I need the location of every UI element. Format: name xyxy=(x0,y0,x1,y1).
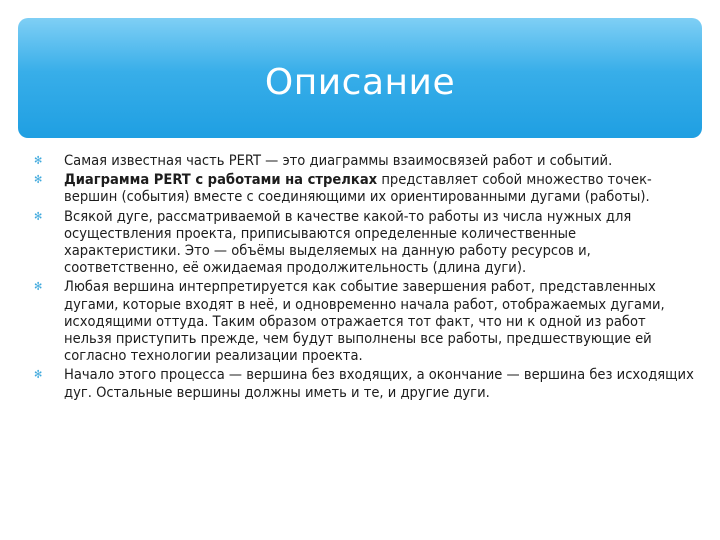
snowflake-bullet-icon: ✻ xyxy=(34,154,43,167)
bullet-text: представляет собой множество точек-вершин (события) вместе с соединяющими их ориентированными дугами (работы). xyxy=(64,171,652,206)
snowflake-bullet-icon: ✻ xyxy=(34,173,43,187)
slide-title: Описание xyxy=(264,62,456,103)
bullet-bold-text: Диаграмма PERT с работами на стрелках xyxy=(64,171,378,189)
snowflake-bullet-icon: ✻ xyxy=(34,280,43,294)
bullet-text: Самая известная часть PERT — это диаграммы взаимосвязей работ и событий. xyxy=(64,152,613,169)
bullet-text: Любая вершина интерпретируется как событие завершения работ, представленных дугами, которые входят в неё, и одновременно начала работ, отображаемых дугами, исходящими оттуда. Таким образом отражается тот факт, что ни к одной из работ нельзя приступить прежде, чем будут выполнены все работы, предшествующие ей согласно технологии реализации проекта. xyxy=(64,278,665,365)
snowflake-bullet-icon: ✻ xyxy=(34,368,43,382)
list-item xyxy=(34,152,694,169)
snowflake-bullet-icon: ✻ xyxy=(34,209,43,223)
title-banner xyxy=(18,18,702,138)
bullet-list xyxy=(34,152,694,403)
list-item xyxy=(34,366,694,400)
list-item xyxy=(34,208,694,277)
list-item xyxy=(34,278,694,364)
bullet-text: Всякой дуге, рассматриваемой в качестве какой-то работы из числа нужных для осуществления проекта, приписываются определенные количественные характеристики. Это — объёмы выделяемых на данную работу ресурсов и, соответственно, её ожидаемая продолжительность (длина дуги). xyxy=(64,207,632,277)
list-item xyxy=(34,171,694,205)
bullet-text: Начало этого процесса — вершина без входящих, а окончание — вершина без исходящих дуг. Остальные вершины должны иметь и те, и другие дуги. xyxy=(64,366,694,401)
